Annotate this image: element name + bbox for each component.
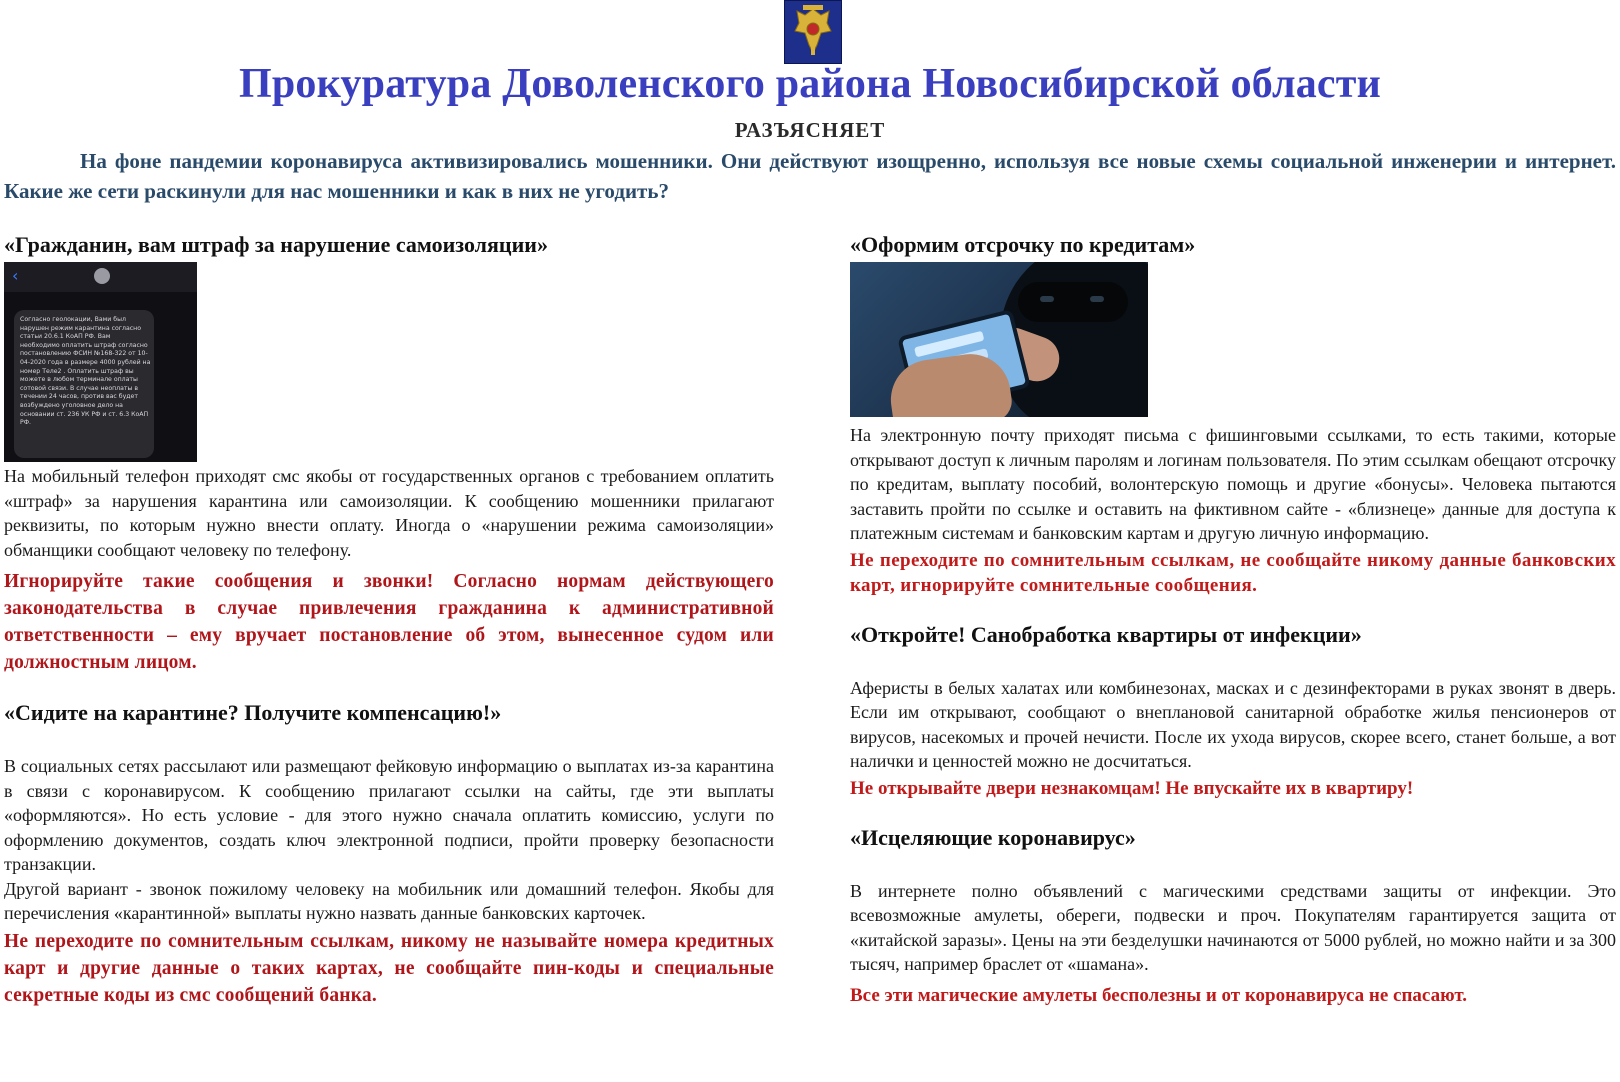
section-warning-amulets: Все эти магические амулеты бесполезны и от коронавируса не спасают.	[850, 984, 1468, 1006]
page-subtitle: РАЗЪЯСНЯЕТ	[734, 118, 886, 142]
sms-screenshot-image	[4, 262, 197, 462]
section-heading-compensation: «Сидите на карантине? Получите компенсацию!»	[4, 700, 502, 725]
section-heading-fine: «Гражданин, вам штраф за нарушение самоизоляции»	[4, 232, 548, 257]
section-body-credit: На электронную почту приходят письма с фишинговыми ссылками, то есть такими, которые открывают доступ к личным паролям и логинам пользователя. По этим ссылкам обещают отсрочку по кредитам, выплату пособий, волонтерскую помощь и другие «бонусы». Человека пытаются заставить пройти по ссылке и оставить на фиктивном сайте - «близнеце» данные для доступа к платежным системам и банковским картам и другую личную информацию.	[850, 425, 1616, 543]
section-body-compensation-2: Другой вариант - звонок пожилому человеку на мобильник или домашний телефон. Якобы для перечисления «карантинной» выплаты нужно назвать данные банковских карточек.	[4, 878, 774, 923]
section-warning-fine: Игнорируйте такие сообщения и звонки! Согласно нормам действующего законодательства в случае привлечения гражданина к административной ответственности – ему вручает постановление об этом, вынесенное судом или должностным лицом.	[4, 571, 774, 673]
section-heading-credit: «Оформим отсрочку по кредитам»	[850, 232, 1196, 257]
section-body-compensation-1: В социальных сетях рассылают или размещают фейковую информацию о выплатах из-за карантина в связи с коронавирусом. К сообщению прилагают ссылки на сайты, где эти выплаты «оформляются». Но есть условие - для этого нужно сначала оплатить комиссию, услуги по оформлению документов, создать ключ электронной подписи, пройти проверку безопасности транзакции.	[4, 756, 774, 874]
intro-text: На фоне пандемии коронавируса активизировались мошенники. Они действуют изощренно, используя все новые схемы социальной инженерии и интернет. Какие же сети раскинули для нас мошенники и как в них не угодить?	[4, 149, 1616, 203]
intro-paragraph	[4, 146, 1616, 206]
section-heading-amulets: «Исцеляющие коронавирус»	[850, 824, 1136, 850]
page-title: Прокуратура Доволенского района Новосибирской области	[239, 61, 1381, 107]
prosecutor-emblem-icon	[784, 0, 842, 64]
sender-avatar	[94, 268, 110, 284]
section-heading-sanitation: «Откройте! Санобработка квартиры от инфекции»	[850, 621, 1362, 647]
left-column	[4, 230, 774, 1009]
section-warning-credit: Не переходите по сомнительным ссылкам, не сообщайте никому данные банковских карт, игнорируйте сомнительные сообщения.	[850, 549, 1616, 596]
right-column	[850, 230, 1616, 1008]
section-body-amulets: В интернете полно объявлений с магическими средствами защиты от инфекции. Это всевозможные амулеты, обереги, подвески и проч. Покупателям гарантируется защита от «китайской заразы». Цены на эти безделушки начинаются от 5000 рублей, но можно найти и за 300 тысяч, например браслет от «шамана».	[850, 880, 1616, 974]
hacker-mask	[1018, 282, 1128, 322]
hacker-eye-right	[1090, 296, 1104, 302]
back-arrow-icon: ‹	[12, 266, 19, 285]
section-warning-sanitation: Не открывайте двери незнакомцам! Не впускайте их в квартиру!	[850, 777, 1414, 799]
section-warning-compensation: Не переходите по сомнительным ссылкам, никому не называйте номера кредитных карт и другие данные о таких картах, не сообщайте пин-коды и специальные секретные коды из смс сообщений банка.	[4, 930, 774, 1006]
section-body-fine: На мобильный телефон приходят смс якобы от государственных органов с требованием оплатить «штраф» за нарушения карантина или самоизоляции. К сообщению мошенники прилагают реквизиты, по которым нужно внести оплату. Иногда о «нарушении режима самоизоляции» обманщики сообщают человеку по телефону.	[4, 466, 774, 560]
hacker-eye-left	[1040, 296, 1054, 302]
section-body-sanitation: Аферисты в белых халатах или комбинезонах, масках и с дезинфекторами в руках звонят в дверь. Если им открывают, сообщают о внеплановой санитарной обработке жилья пенсионеров от вирусов, насекомых и прочей нечисти. После их ухода вирусов, скорее всего, станет больше, а вот налички и ценностей можно не досчитаться.	[850, 677, 1616, 771]
hacker-phone-image	[850, 262, 1148, 417]
sms-message-text: Согласно геолокации, Вами был нарушен режим карантина согласно статьи 20.6.1 КоАП РФ. Вам необходимо оплатить штраф согласно постановлению ФСИН №168-322 от 10-04-2020 года в размере 4000 рублей на номер Теле2 . Оплатить штраф вы можете в любом терминале оплаты сотовой связи. В случае неоплаты в течении 24 часов, против вас будет возбуждено уголовное дело на основании ст. 236 УК РФ и ст. 6.3 КоАП РФ.	[20, 316, 151, 427]
